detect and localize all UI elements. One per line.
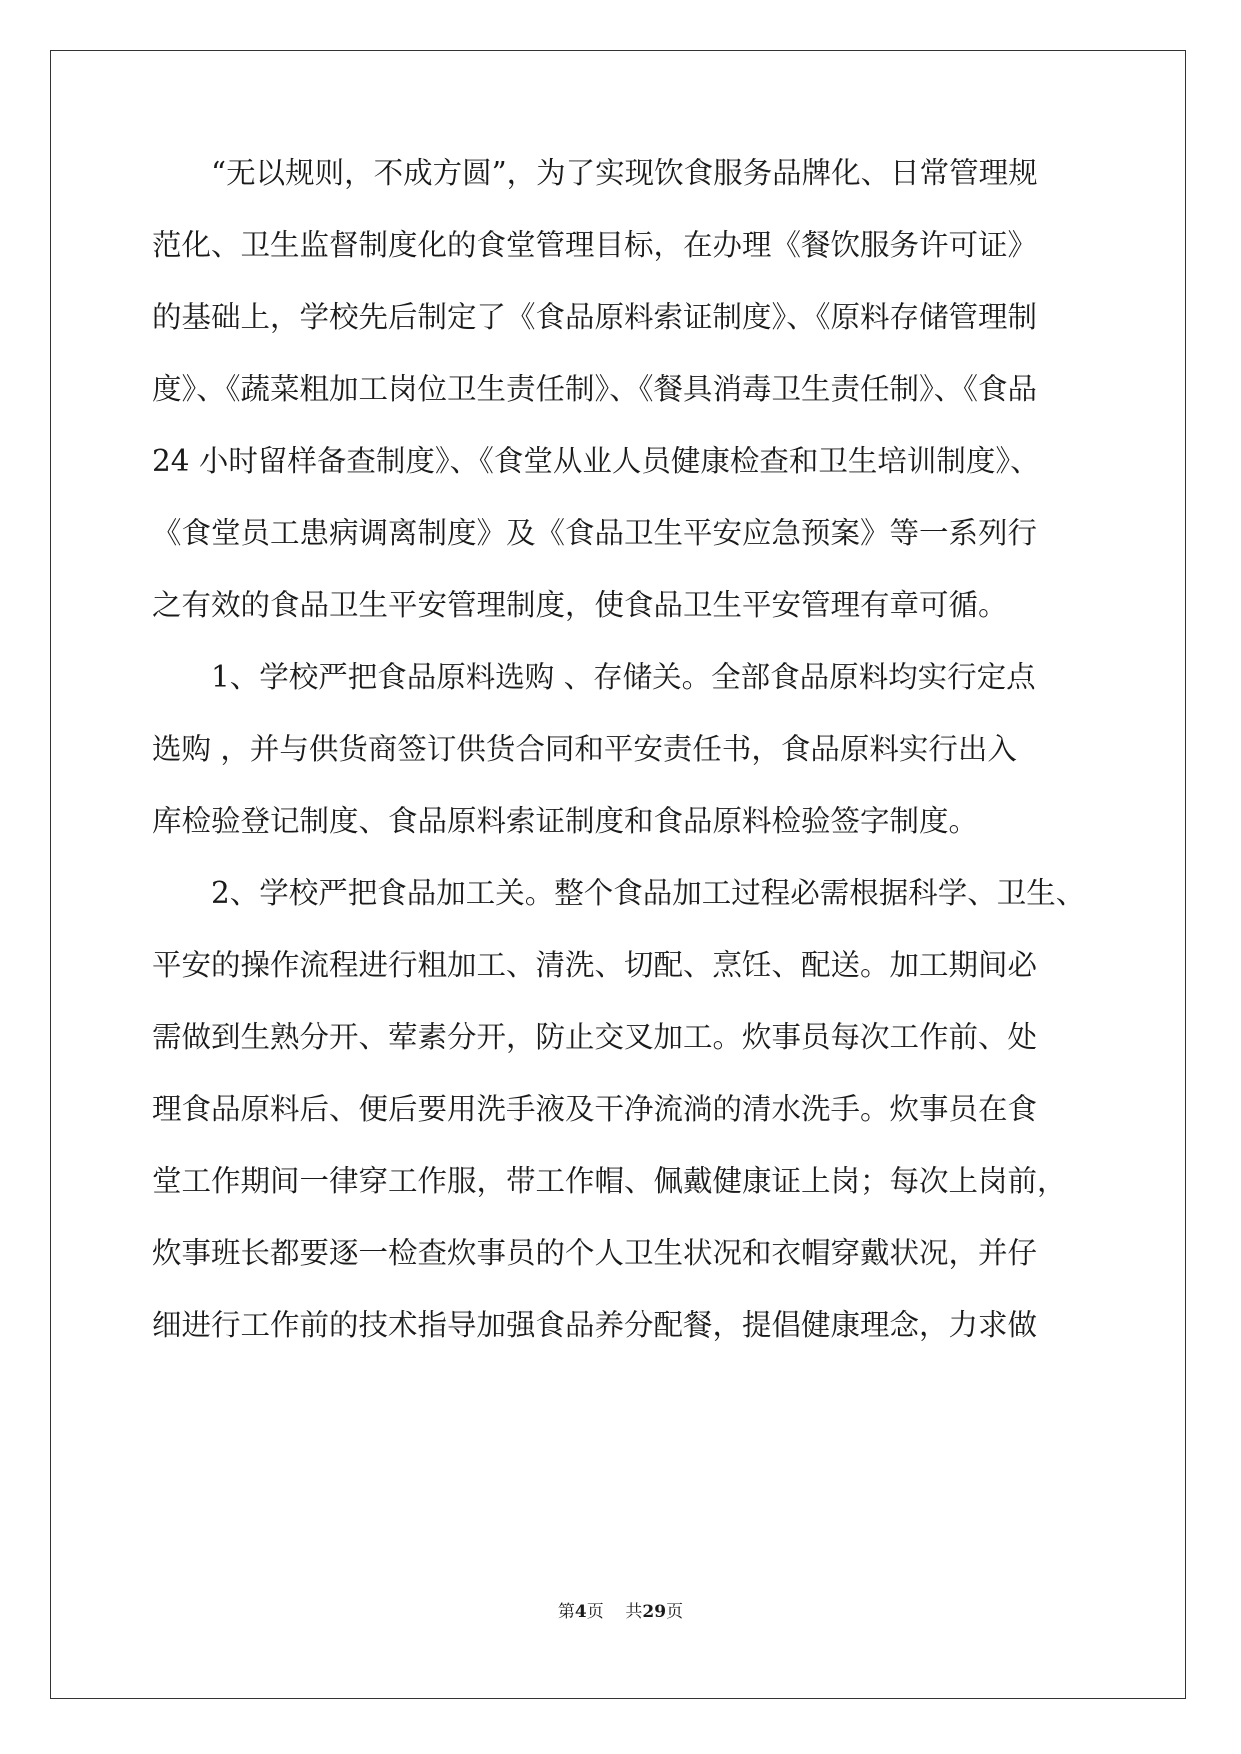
text-line: 平安的操作流程进行粗加工、清洗、切配、烹饪、配送。加工期间必 xyxy=(152,948,1038,982)
text-line: 《食堂员工患病调离制度》及《食品卫生平安应急预案》等一系列行 xyxy=(152,516,1038,550)
text-line: 需做到生熟分开、荤素分开，防止交叉加工。炊事员每次工作前、处 xyxy=(152,1020,1038,1054)
text-line: 选购 ，并与供货商签订供货合同和平安责任书，食品原料实行出入 xyxy=(152,732,1017,766)
text-line: 炊事班长都要逐一检查炊事员的个人卫生状况和衣帽穿戴状况，并仔 xyxy=(152,1236,1038,1270)
text-line: 理食品原料后、便后要用洗手液及干净流淌的清水洗手。炊事员在食 xyxy=(152,1092,1038,1126)
total-prefix: 共 xyxy=(625,1602,643,1622)
text-line: 1、学校严把食品原料选购 、存储关。全部食品原料均实行定点 xyxy=(152,660,1036,694)
text-line: 细进行工作前的技术指导加强食品养分配餐，提倡健康理念，力求做 xyxy=(152,1308,1038,1342)
page-suffix: 页 xyxy=(586,1602,604,1622)
text-line: 2、学校严把食品加工关。整个食品加工过程必需根据科学、卫生、 xyxy=(152,876,1086,910)
page-number: 4 xyxy=(574,1602,587,1622)
text-line: 范化、卫生监督制度化的食堂管理目标，在办理《餐饮服务许可证》 xyxy=(152,228,1038,262)
text-line: 度》、《蔬菜粗加工岗位卫生责任制》、《餐具消毒卫生责任制》、《食品 xyxy=(152,372,1038,406)
text-line: 24 小时留样备查制度》、《食堂从业人员健康检查和卫生培训制度》、 xyxy=(152,444,1040,478)
page-prefix: 第 xyxy=(557,1602,575,1622)
text-line: 之有效的食品卫生平安管理制度，使食品卫生平安管理有章可循。 xyxy=(152,588,1008,622)
total-pages: 29 xyxy=(642,1602,667,1622)
text-line: 库检验登记制度、食品原料索证制度和食品原料检验签字制度。 xyxy=(152,804,979,838)
text-line: 的基础上，学校先后制定了《食品原料索证制度》、《原料存储管理制 xyxy=(152,300,1038,334)
page-footer xyxy=(0,1601,1241,1623)
text-line: “无以规则，不成方圆”，为了实现饮食服务品牌化、日常管理规 xyxy=(152,156,1038,190)
text-line: 堂工作期间一律穿工作服，带工作帽、佩戴健康证上岗；每次上岗前， xyxy=(152,1164,1067,1198)
total-suffix: 页 xyxy=(666,1602,684,1622)
